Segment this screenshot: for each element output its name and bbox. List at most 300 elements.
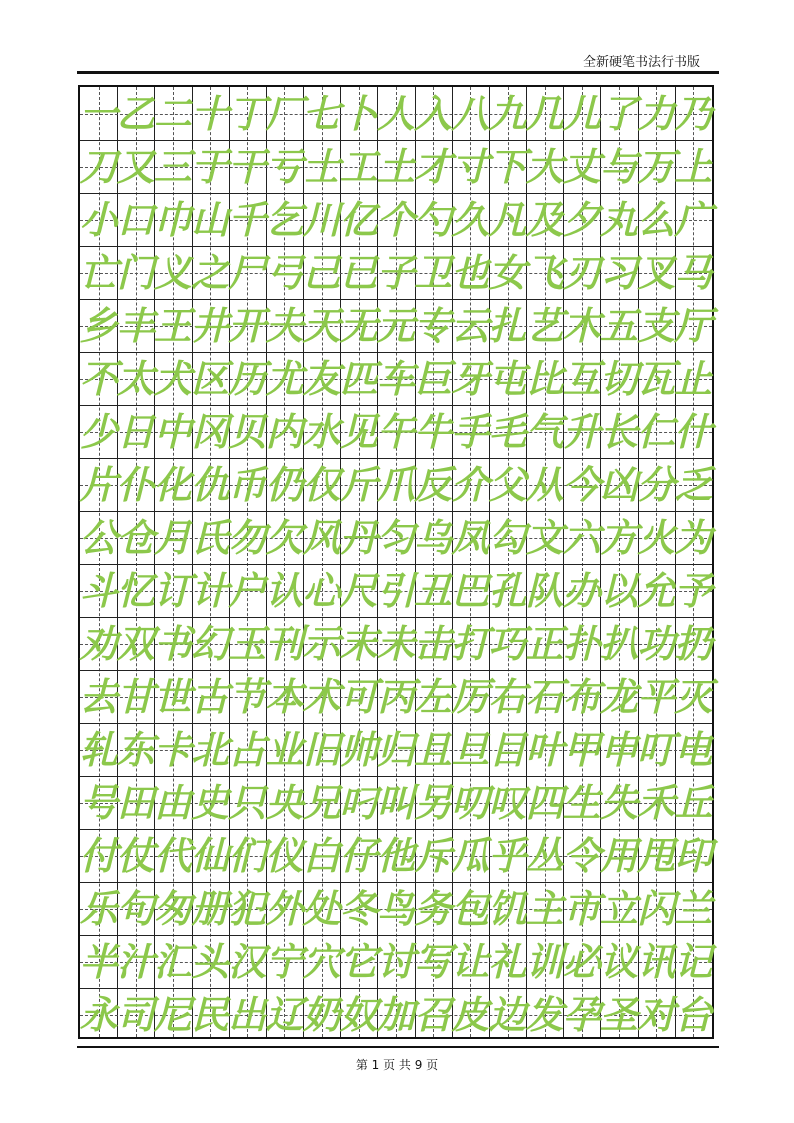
practice-character: 丑 (414, 568, 453, 613)
practice-character: 儿 (562, 91, 601, 136)
practice-character: 卫 (414, 250, 453, 295)
practice-character: 打 (451, 621, 490, 666)
practice-character: 丁 (228, 91, 267, 136)
practice-character: 方 (600, 515, 639, 560)
practice-character: 五 (600, 303, 639, 348)
practice-character: 匀 (376, 515, 415, 560)
practice-character: 右 (488, 674, 527, 719)
practice-character: 义 (153, 250, 192, 295)
practice-character: 乏 (674, 462, 713, 507)
practice-character: 四 (525, 780, 564, 825)
practice-character: 介 (451, 462, 490, 507)
practice-character: 个 (376, 197, 415, 242)
practice-character: 讨 (376, 939, 415, 984)
practice-character: 饥 (488, 886, 527, 931)
practice-character: 忆 (116, 568, 155, 613)
practice-character: 之 (191, 250, 230, 295)
practice-character: 犯 (228, 886, 267, 931)
practice-character: 比 (525, 356, 564, 401)
practice-character: 召 (414, 992, 453, 1037)
practice-character: 巧 (488, 621, 527, 666)
practice-character: 匆 (153, 886, 192, 931)
practice-character: 土 (376, 144, 415, 189)
practice-character: 付 (79, 833, 118, 878)
practice-character: 犬 (153, 356, 192, 401)
practice-character: 乐 (79, 886, 118, 931)
practice-character: 人 (376, 91, 415, 136)
practice-character: 十 (191, 91, 230, 136)
practice-character: 心 (302, 568, 341, 613)
practice-character: 劝 (79, 621, 118, 666)
practice-character: 正 (525, 621, 564, 666)
practice-character: 川 (302, 197, 341, 242)
practice-character: 口 (116, 197, 155, 242)
practice-character: 北 (191, 727, 230, 772)
practice-character: 印 (674, 833, 713, 878)
practice-character: 代 (153, 833, 192, 878)
practice-character: 不 (79, 356, 118, 401)
practice-character: 未 (376, 621, 415, 666)
practice-character: 汇 (153, 939, 192, 984)
practice-character: 亡 (79, 250, 118, 295)
practice-character: 午 (376, 409, 415, 454)
copybook-grid (78, 85, 714, 1039)
practice-character: 斤 (339, 462, 378, 507)
practice-character: 甲 (562, 727, 601, 772)
practice-character: 卜 (339, 91, 378, 136)
practice-character: 出 (228, 992, 267, 1037)
practice-character: 石 (525, 674, 564, 719)
practice-character: 可 (339, 674, 378, 719)
practice-character: 外 (265, 886, 304, 931)
practice-character: 幻 (191, 621, 230, 666)
practice-character: 冈 (191, 409, 230, 454)
practice-character: 玉 (228, 621, 267, 666)
practice-character: 开 (228, 303, 267, 348)
practice-character: 久 (451, 197, 490, 242)
practice-character: 号 (79, 780, 118, 825)
practice-character: 工 (339, 144, 378, 189)
practice-character: 丈 (562, 144, 601, 189)
practice-character: 叹 (488, 780, 527, 825)
practice-character: 元 (376, 303, 415, 348)
practice-character: 书 (153, 621, 192, 666)
practice-character: 永 (79, 992, 118, 1037)
practice-character: 凶 (600, 462, 639, 507)
footer-rule (77, 1046, 719, 1048)
practice-character: 仔 (339, 833, 378, 878)
practice-character: 女 (488, 250, 527, 295)
practice-character: 专 (414, 303, 453, 348)
practice-character: 也 (451, 250, 490, 295)
practice-character: 汉 (228, 939, 267, 984)
practice-character: 厉 (451, 674, 490, 719)
header-rule (77, 71, 719, 74)
practice-character: 勾 (488, 515, 527, 560)
practice-character: 入 (414, 91, 453, 136)
practice-character: 生 (562, 780, 601, 825)
practice-character: 父 (488, 462, 527, 507)
practice-character: 孕 (562, 992, 601, 1037)
practice-character: 车 (376, 356, 415, 401)
practice-character: 加 (376, 992, 415, 1037)
practice-character: 兰 (674, 886, 713, 931)
practice-character: 乌 (414, 515, 453, 560)
practice-character: 仍 (265, 462, 304, 507)
practice-character: 以 (600, 568, 639, 613)
practice-character: 务 (414, 886, 453, 931)
practice-character: 小 (79, 197, 118, 242)
practice-character: 上 (674, 144, 713, 189)
practice-character: 让 (451, 939, 490, 984)
practice-character: 凤 (451, 515, 490, 560)
practice-character: 内 (265, 409, 304, 454)
practice-character: 仇 (191, 462, 230, 507)
practice-character: 下 (488, 144, 527, 189)
practice-character: 议 (600, 939, 639, 984)
practice-character: 丸 (600, 197, 639, 242)
practice-character: 六 (562, 515, 601, 560)
practice-character: 边 (488, 992, 527, 1037)
practice-character: 处 (302, 886, 341, 931)
practice-character: 仙 (191, 833, 230, 878)
practice-character: 瓜 (451, 833, 490, 878)
practice-character: 七 (302, 91, 341, 136)
practice-character: 乃 (674, 91, 713, 136)
practice-character: 训 (525, 939, 564, 984)
practice-character: 尤 (265, 356, 304, 401)
practice-character: 分 (637, 462, 676, 507)
practice-character: 欠 (265, 515, 304, 560)
practice-character: 允 (637, 568, 676, 613)
practice-character: 宁 (265, 939, 304, 984)
practice-character: 广 (674, 197, 713, 242)
practice-character: 礼 (488, 939, 527, 984)
practice-character: 牛 (414, 409, 453, 454)
practice-character: 习 (600, 250, 639, 295)
practice-character: 币 (228, 462, 267, 507)
practice-character: 乡 (79, 303, 118, 348)
practice-character: 爪 (376, 462, 415, 507)
practice-character: 厂 (265, 91, 304, 136)
practice-character: 仅 (302, 462, 341, 507)
practice-character: 月 (153, 515, 192, 560)
practice-character: 世 (153, 674, 192, 719)
practice-character: 么 (637, 197, 676, 242)
practice-character: 市 (562, 886, 601, 931)
practice-character: 风 (302, 515, 341, 560)
practice-character: 帅 (339, 727, 378, 772)
practice-character: 引 (376, 568, 415, 613)
practice-character: 大 (525, 144, 564, 189)
practice-character: 左 (414, 674, 453, 719)
practice-character: 予 (674, 568, 713, 613)
practice-character: 艺 (525, 303, 564, 348)
practice-character: 旦 (451, 727, 490, 772)
practice-character: 巾 (153, 197, 192, 242)
practice-character: 奶 (302, 992, 341, 1037)
practice-character: 旧 (302, 727, 341, 772)
practice-character: 叨 (451, 780, 490, 825)
practice-character: 匹 (339, 356, 378, 401)
practice-character: 孔 (488, 568, 527, 613)
practice-character: 只 (228, 780, 267, 825)
practice-character: 与 (600, 144, 639, 189)
practice-character: 氏 (191, 515, 230, 560)
practice-character: 日 (116, 409, 155, 454)
practice-character: 扎 (488, 303, 527, 348)
practice-character: 厅 (674, 303, 713, 348)
practice-character: 司 (116, 992, 155, 1037)
practice-character: 为 (674, 515, 713, 560)
practice-character: 什 (674, 409, 713, 454)
practice-character: 册 (191, 886, 230, 931)
practice-character: 申 (600, 727, 639, 772)
practice-character: 白 (302, 833, 341, 878)
practice-character: 必 (562, 939, 601, 984)
practice-character: 飞 (525, 250, 564, 295)
practice-character: 士 (302, 144, 341, 189)
practice-character: 鸟 (376, 886, 415, 931)
practice-character: 它 (339, 939, 378, 984)
practice-character: 用 (600, 833, 639, 878)
practice-character: 讯 (637, 939, 676, 984)
practice-character: 仪 (265, 833, 304, 878)
practice-character: 长 (600, 409, 639, 454)
practice-character: 仁 (637, 409, 676, 454)
practice-character: 一 (79, 91, 118, 136)
practice-character: 辽 (265, 992, 304, 1037)
practice-character: 叼 (339, 780, 378, 825)
practice-character: 二 (153, 91, 192, 136)
practice-character: 牙 (451, 356, 490, 401)
practice-character: 扔 (674, 621, 713, 666)
practice-character: 手 (451, 409, 490, 454)
practice-character: 占 (228, 727, 267, 772)
practice-character: 穴 (302, 939, 341, 984)
practice-character: 升 (562, 409, 601, 454)
practice-character: 巴 (451, 568, 490, 613)
practice-character: 无 (339, 303, 378, 348)
practice-character: 本 (265, 674, 304, 719)
practice-character: 片 (79, 462, 118, 507)
practice-character: 立 (600, 886, 639, 931)
practice-character: 东 (116, 727, 155, 772)
practice-character: 半 (79, 939, 118, 984)
practice-character: 井 (191, 303, 230, 348)
practice-character: 贝 (228, 409, 267, 454)
practice-character: 龙 (600, 674, 639, 719)
practice-character: 化 (153, 462, 192, 507)
practice-character: 亿 (339, 197, 378, 242)
practice-character: 刊 (265, 621, 304, 666)
practice-character: 订 (153, 568, 192, 613)
practice-character: 巨 (414, 356, 453, 401)
practice-character: 云 (451, 303, 490, 348)
practice-character: 力 (637, 91, 676, 136)
practice-character: 门 (116, 250, 155, 295)
practice-character: 写 (414, 939, 453, 984)
practice-character: 反 (414, 462, 453, 507)
practice-character: 丹 (339, 515, 378, 560)
practice-character: 子 (376, 250, 415, 295)
practice-character: 包 (451, 886, 490, 931)
practice-character: 示 (302, 621, 341, 666)
practice-character: 于 (191, 144, 230, 189)
practice-character: 户 (228, 568, 267, 613)
practice-character: 队 (525, 568, 564, 613)
practice-character: 失 (600, 780, 639, 825)
page-footer: 第 1 页 共 9 页 (355, 1058, 439, 1072)
practice-character: 办 (562, 568, 601, 613)
practice-character: 少 (79, 409, 118, 454)
practice-character: 才 (414, 144, 453, 189)
practice-character: 且 (414, 727, 453, 772)
practice-character: 仗 (116, 833, 155, 878)
practice-character: 几 (525, 91, 564, 136)
practice-character: 刀 (79, 144, 118, 189)
practice-character: 寸 (451, 144, 490, 189)
practice-character: 水 (302, 409, 341, 454)
practice-character: 亏 (265, 144, 304, 189)
practice-character: 今 (562, 462, 601, 507)
practice-character: 勺 (414, 197, 453, 242)
practice-character: 由 (153, 780, 192, 825)
practice-character: 九 (488, 91, 527, 136)
practice-character: 叶 (525, 727, 564, 772)
practice-character: 又 (116, 144, 155, 189)
practice-character: 轧 (79, 727, 118, 772)
practice-character: 他 (376, 833, 415, 878)
practice-character: 斥 (414, 833, 453, 878)
practice-character: 乎 (488, 833, 527, 878)
practice-character: 瓦 (637, 356, 676, 401)
practice-character: 台 (674, 992, 713, 1037)
practice-character: 止 (674, 356, 713, 401)
practice-character: 千 (228, 197, 267, 242)
practice-character: 中 (153, 409, 192, 454)
practice-character: 马 (674, 250, 713, 295)
practice-character: 另 (414, 780, 453, 825)
practice-character: 丰 (116, 303, 155, 348)
practice-character: 万 (637, 144, 676, 189)
practice-character: 术 (302, 674, 341, 719)
practice-character: 令 (562, 833, 601, 878)
practice-character: 切 (600, 356, 639, 401)
practice-character: 叮 (637, 727, 676, 772)
practice-character: 平 (637, 674, 676, 719)
practice-character: 天 (302, 303, 341, 348)
practice-character: 历 (228, 356, 267, 401)
practice-character: 对 (637, 992, 676, 1037)
practice-character: 圣 (600, 992, 639, 1037)
practice-character: 夫 (265, 303, 304, 348)
practice-character: 奴 (339, 992, 378, 1037)
practice-character: 记 (674, 939, 713, 984)
practice-character: 冬 (339, 886, 378, 931)
practice-character: 句 (116, 886, 155, 931)
practice-character: 勿 (228, 515, 267, 560)
practice-character: 干 (228, 144, 267, 189)
practice-character: 尺 (339, 568, 378, 613)
practice-character: 夕 (562, 197, 601, 242)
practice-character: 兄 (302, 780, 341, 825)
practice-character: 斗 (79, 568, 118, 613)
practice-character: 去 (79, 674, 118, 719)
practice-character: 叉 (637, 250, 676, 295)
practice-character: 史 (191, 780, 230, 825)
practice-character: 禾 (637, 780, 676, 825)
practice-character: 布 (562, 674, 601, 719)
practice-character: 了 (600, 91, 639, 136)
practice-character: 甘 (116, 674, 155, 719)
practice-character: 们 (228, 833, 267, 878)
practice-character: 灭 (674, 674, 713, 719)
practice-character: 丙 (376, 674, 415, 719)
practice-character: 叫 (376, 780, 415, 825)
practice-character: 友 (302, 356, 341, 401)
practice-character: 卡 (153, 727, 192, 772)
practice-character: 甩 (637, 833, 676, 878)
practice-character: 田 (116, 780, 155, 825)
practice-character: 头 (191, 939, 230, 984)
practice-character: 节 (228, 674, 267, 719)
practice-character: 业 (265, 727, 304, 772)
practice-character: 毛 (488, 409, 527, 454)
practice-character: 闪 (637, 886, 676, 931)
practice-character: 支 (637, 303, 676, 348)
practice-character: 王 (153, 303, 192, 348)
practice-character: 木 (562, 303, 601, 348)
practice-character: 见 (339, 409, 378, 454)
page-header-title: 全新硬笔书法行书版 (582, 55, 700, 70)
practice-character: 刃 (562, 250, 601, 295)
practice-character: 互 (562, 356, 601, 401)
practice-character: 仓 (116, 515, 155, 560)
practice-character: 八 (451, 91, 490, 136)
practice-character: 扑 (562, 621, 601, 666)
practice-character: 尼 (153, 992, 192, 1037)
practice-character: 民 (191, 992, 230, 1037)
practice-character: 凡 (488, 197, 527, 242)
practice-character: 山 (191, 197, 230, 242)
practice-character: 计 (191, 568, 230, 613)
practice-character: 己 (302, 250, 341, 295)
practice-character: 央 (265, 780, 304, 825)
practice-character: 及 (525, 197, 564, 242)
practice-character: 汁 (116, 939, 155, 984)
practice-character: 太 (116, 356, 155, 401)
practice-character: 主 (525, 886, 564, 931)
practice-character: 仆 (116, 462, 155, 507)
practice-character: 归 (376, 727, 415, 772)
practice-character: 弓 (265, 250, 304, 295)
practice-character: 功 (637, 621, 676, 666)
practice-character: 乞 (265, 197, 304, 242)
practice-character: 丛 (525, 833, 564, 878)
practice-character: 目 (488, 727, 527, 772)
practice-character: 屯 (488, 356, 527, 401)
practice-character: 电 (674, 727, 713, 772)
practice-character: 火 (637, 515, 676, 560)
practice-character: 双 (116, 621, 155, 666)
practice-character: 认 (265, 568, 304, 613)
practice-character: 区 (191, 356, 230, 401)
practice-character: 公 (79, 515, 118, 560)
practice-character: 丘 (674, 780, 713, 825)
practice-character: 发 (525, 992, 564, 1037)
practice-character: 三 (153, 144, 192, 189)
